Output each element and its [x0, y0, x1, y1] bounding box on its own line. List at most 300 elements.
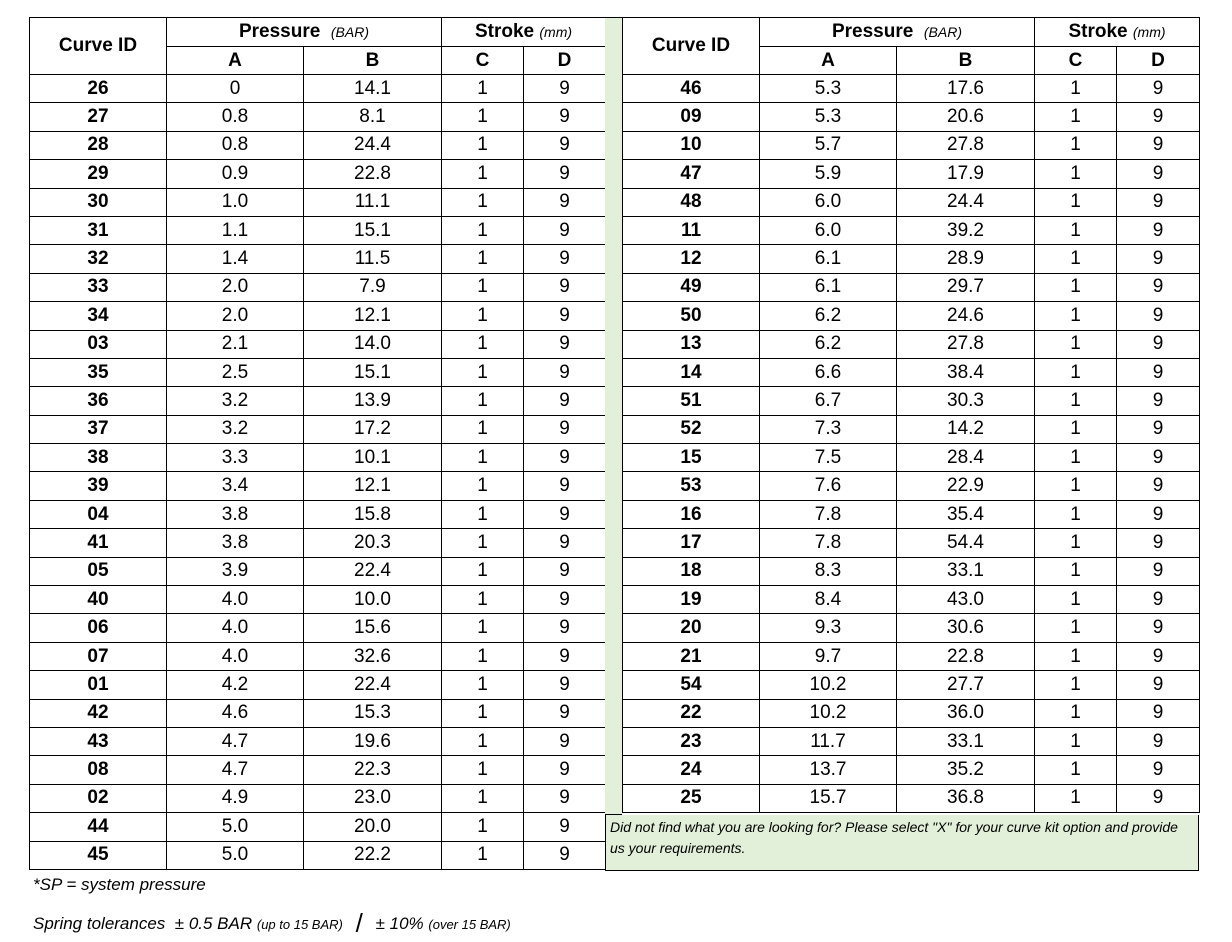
stroke-c-cell: 1 — [442, 103, 524, 131]
pressure-a-cell: 6.7 — [760, 387, 897, 415]
stroke-c-cell: 1 — [442, 302, 524, 330]
pressure-a-cell: 3.2 — [167, 415, 304, 443]
stroke-header: Stroke (mm) — [442, 18, 606, 47]
curve-id-cell: 08 — [30, 756, 167, 784]
table-row — [623, 642, 1200, 670]
pressure-header: Pressure (BAR) — [167, 18, 442, 47]
pressure-a-cell: 10.2 — [760, 699, 897, 727]
stroke-d-cell: 9 — [1117, 75, 1200, 103]
pressure-b-cell: 7.9 — [304, 273, 442, 301]
table-row — [623, 784, 1200, 812]
custom-request-note: Did not find what you are looking for? Please select "X" for your curve kit option and provide us your requirements. — [605, 815, 1199, 871]
curve-id-cell: 42 — [30, 699, 167, 727]
pressure-b-cell: 27.7 — [897, 671, 1035, 699]
col-d-header: D — [524, 47, 606, 75]
pressure-b-cell: 35.2 — [897, 756, 1035, 784]
stroke-d-cell: 9 — [1117, 699, 1200, 727]
stroke-d-cell: 9 — [1117, 727, 1200, 755]
pressure-b-cell: 10.1 — [304, 444, 442, 472]
table-row — [30, 103, 606, 131]
stroke-c-cell: 1 — [442, 75, 524, 103]
pressure-b-cell: 15.1 — [304, 216, 442, 244]
table-row — [623, 273, 1200, 301]
curve-id-cell: 18 — [623, 557, 760, 585]
table-row — [623, 529, 1200, 557]
stroke-c-cell: 1 — [1035, 586, 1117, 614]
pressure-b-cell: 17.2 — [304, 415, 442, 443]
stroke-c-cell: 1 — [1035, 216, 1117, 244]
pressure-b-cell: 54.4 — [897, 529, 1035, 557]
tolerance-label: Spring tolerances — [33, 914, 166, 933]
pressure-a-cell: 0 — [167, 75, 304, 103]
stroke-d-cell: 9 — [524, 415, 606, 443]
pressure-b-cell: 36.8 — [897, 784, 1035, 812]
pressure-b-cell: 15.6 — [304, 614, 442, 642]
stroke-d-cell: 9 — [524, 841, 606, 869]
pressure-a-cell: 2.0 — [167, 273, 304, 301]
curve-id-cell: 45 — [30, 841, 167, 869]
pressure-a-cell: 5.3 — [760, 75, 897, 103]
table-row — [30, 472, 606, 500]
pressure-a-cell: 6.1 — [760, 245, 897, 273]
table-row — [30, 671, 606, 699]
curve-id-header: Curve ID — [30, 18, 167, 75]
col-b-header: B — [897, 47, 1035, 75]
pressure-a-cell: 9.7 — [760, 642, 897, 670]
table-row — [30, 727, 606, 755]
pressure-b-cell: 20.6 — [897, 103, 1035, 131]
pressure-b-cell: 24.6 — [897, 302, 1035, 330]
table-row — [30, 188, 606, 216]
col-c-header: C — [1035, 47, 1117, 75]
pressure-a-cell: 5.9 — [760, 160, 897, 188]
table-row — [623, 727, 1200, 755]
curve-id-cell: 54 — [623, 671, 760, 699]
stroke-d-cell: 9 — [524, 614, 606, 642]
stroke-c-cell: 1 — [442, 642, 524, 670]
stroke-d-cell: 9 — [524, 75, 606, 103]
stroke-d-cell: 9 — [1117, 500, 1200, 528]
curve-id-cell: 35 — [30, 358, 167, 386]
table-row — [30, 387, 606, 415]
curve-id-cell: 02 — [30, 784, 167, 812]
curve-id-cell: 29 — [30, 160, 167, 188]
curve-id-cell: 37 — [30, 415, 167, 443]
curve-id-cell: 23 — [623, 727, 760, 755]
pressure-b-cell: 24.4 — [897, 188, 1035, 216]
curve-id-cell: 32 — [30, 245, 167, 273]
table-row — [30, 160, 606, 188]
table-row — [623, 614, 1200, 642]
table-row — [623, 160, 1200, 188]
stroke-d-cell: 9 — [1117, 529, 1200, 557]
stroke-c-cell: 1 — [1035, 273, 1117, 301]
pressure-a-cell: 4.7 — [167, 727, 304, 755]
col-a-header: A — [760, 47, 897, 75]
stroke-c-cell: 1 — [442, 273, 524, 301]
curve-id-cell: 20 — [623, 614, 760, 642]
pressure-a-cell: 10.2 — [760, 671, 897, 699]
stroke-d-cell: 9 — [1117, 614, 1200, 642]
pressure-b-cell: 15.3 — [304, 699, 442, 727]
table-row — [623, 756, 1200, 784]
table-row — [623, 330, 1200, 358]
pressure-b-cell: 33.1 — [897, 557, 1035, 585]
table-row — [623, 472, 1200, 500]
pressure-b-cell: 24.4 — [304, 131, 442, 159]
pressure-a-cell: 9.3 — [760, 614, 897, 642]
table-row — [30, 131, 606, 159]
col-c-header: C — [442, 47, 524, 75]
stroke-c-cell: 1 — [1035, 188, 1117, 216]
pressure-a-cell: 6.2 — [760, 330, 897, 358]
pressure-a-cell: 6.0 — [760, 216, 897, 244]
pressure-b-cell: 30.3 — [897, 387, 1035, 415]
stroke-d-cell: 9 — [1117, 444, 1200, 472]
table-row — [623, 387, 1200, 415]
curve-id-cell: 48 — [623, 188, 760, 216]
stroke-d-cell: 9 — [1117, 188, 1200, 216]
table-row — [623, 103, 1200, 131]
pressure-a-cell: 3.2 — [167, 387, 304, 415]
spring-tolerance-line — [33, 905, 511, 936]
stroke-d-cell: 9 — [1117, 387, 1200, 415]
pressure-b-cell: 28.9 — [897, 245, 1035, 273]
stroke-c-cell: 1 — [442, 671, 524, 699]
curve-id-cell: 43 — [30, 727, 167, 755]
stroke-c-cell: 1 — [442, 415, 524, 443]
stroke-c-cell: 1 — [442, 216, 524, 244]
tolerance-separator: / — [355, 908, 363, 938]
stroke-d-cell: 9 — [1117, 302, 1200, 330]
pressure-b-cell: 14.1 — [304, 75, 442, 103]
pressure-a-cell: 4.0 — [167, 614, 304, 642]
pressure-b-cell: 39.2 — [897, 216, 1035, 244]
table-row — [30, 358, 606, 386]
tolerance-high-value: ± 10% — [375, 914, 424, 933]
curve-id-cell: 44 — [30, 813, 167, 841]
curve-id-cell: 10 — [623, 131, 760, 159]
stroke-c-cell: 1 — [1035, 557, 1117, 585]
pressure-a-cell: 7.3 — [760, 415, 897, 443]
pressure-a-cell: 7.8 — [760, 500, 897, 528]
table-row — [30, 614, 606, 642]
stroke-d-cell: 9 — [1117, 671, 1200, 699]
stroke-c-cell: 1 — [1035, 160, 1117, 188]
pressure-a-cell: 0.8 — [167, 131, 304, 159]
stroke-d-cell: 9 — [524, 273, 606, 301]
pressure-a-cell: 3.9 — [167, 557, 304, 585]
stroke-d-cell: 9 — [524, 387, 606, 415]
pressure-b-cell: 13.9 — [304, 387, 442, 415]
stroke-c-cell: 1 — [442, 245, 524, 273]
stroke-d-cell: 9 — [1117, 103, 1200, 131]
curve-id-cell: 50 — [623, 302, 760, 330]
pressure-b-cell: 22.4 — [304, 557, 442, 585]
pressure-b-cell: 17.9 — [897, 160, 1035, 188]
pressure-b-cell: 38.4 — [897, 358, 1035, 386]
curve-id-cell: 47 — [623, 160, 760, 188]
stroke-d-cell: 9 — [524, 160, 606, 188]
table-row — [623, 131, 1200, 159]
pressure-a-cell: 5.7 — [760, 131, 897, 159]
stroke-c-cell: 1 — [1035, 330, 1117, 358]
table-row — [30, 642, 606, 670]
stroke-c-cell: 1 — [1035, 131, 1117, 159]
pressure-a-cell: 6.1 — [760, 273, 897, 301]
stroke-c-cell: 1 — [442, 529, 524, 557]
table-row — [623, 444, 1200, 472]
pressure-b-cell: 27.8 — [897, 131, 1035, 159]
stroke-d-cell: 9 — [524, 813, 606, 841]
stroke-c-cell: 1 — [442, 614, 524, 642]
pressure-b-cell: 36.0 — [897, 699, 1035, 727]
curve-id-cell: 24 — [623, 756, 760, 784]
curve-id-cell: 03 — [30, 330, 167, 358]
stroke-c-cell: 1 — [442, 841, 524, 869]
stroke-d-cell: 9 — [524, 444, 606, 472]
curve-id-cell: 09 — [623, 103, 760, 131]
pressure-b-cell: 14.2 — [897, 415, 1035, 443]
stroke-d-cell: 9 — [1117, 273, 1200, 301]
pressure-b-cell: 17.6 — [897, 75, 1035, 103]
curve-id-cell: 33 — [30, 273, 167, 301]
pressure-b-cell: 43.0 — [897, 586, 1035, 614]
stroke-d-cell: 9 — [524, 699, 606, 727]
pressure-a-cell: 0.9 — [167, 160, 304, 188]
pressure-a-cell: 5.0 — [167, 813, 304, 841]
curve-id-cell: 41 — [30, 529, 167, 557]
stroke-d-cell: 9 — [524, 500, 606, 528]
col-a-header: A — [167, 47, 304, 75]
pressure-a-cell: 4.6 — [167, 699, 304, 727]
curve-id-cell: 04 — [30, 500, 167, 528]
curve-id-cell: 11 — [623, 216, 760, 244]
pressure-b-cell: 20.0 — [304, 813, 442, 841]
column-divider — [605, 17, 622, 815]
col-d-header: D — [1117, 47, 1200, 75]
stroke-d-cell: 9 — [524, 216, 606, 244]
pressure-a-cell: 7.6 — [760, 472, 897, 500]
tolerance-low-range: (up to 15 BAR) — [256, 917, 343, 932]
curve-id-cell: 34 — [30, 302, 167, 330]
pressure-a-cell: 1.1 — [167, 216, 304, 244]
stroke-c-cell: 1 — [442, 699, 524, 727]
pressure-b-cell: 10.0 — [304, 586, 442, 614]
curve-id-cell: 46 — [623, 75, 760, 103]
stroke-d-cell: 9 — [1117, 586, 1200, 614]
pressure-unit: (BAR) — [330, 24, 370, 40]
table-row — [30, 216, 606, 244]
table-row — [623, 557, 1200, 585]
table-row — [30, 586, 606, 614]
curve-table-left — [29, 17, 606, 870]
stroke-c-cell: 1 — [442, 557, 524, 585]
pressure-a-cell: 8.4 — [760, 586, 897, 614]
stroke-c-cell: 1 — [1035, 727, 1117, 755]
curve-table-right — [622, 17, 1200, 813]
stroke-d-cell: 9 — [1117, 245, 1200, 273]
stroke-c-cell: 1 — [442, 160, 524, 188]
pressure-a-cell: 6.0 — [760, 188, 897, 216]
pressure-b-cell: 22.4 — [304, 671, 442, 699]
curve-id-cell: 52 — [623, 415, 760, 443]
pressure-a-cell: 2.0 — [167, 302, 304, 330]
stroke-c-cell: 1 — [442, 444, 524, 472]
pressure-a-cell: 5.0 — [167, 841, 304, 869]
curve-id-cell: 21 — [623, 642, 760, 670]
stroke-d-cell: 9 — [524, 727, 606, 755]
stroke-c-cell: 1 — [1035, 75, 1117, 103]
pressure-a-cell: 3.3 — [167, 444, 304, 472]
stroke-c-cell: 1 — [1035, 671, 1117, 699]
curve-id-cell: 22 — [623, 699, 760, 727]
curve-id-cell: 30 — [30, 188, 167, 216]
table-row — [30, 500, 606, 528]
stroke-c-cell: 1 — [1035, 642, 1117, 670]
stroke-c-cell: 1 — [1035, 529, 1117, 557]
stroke-d-cell: 9 — [524, 586, 606, 614]
pressure-b-cell: 30.6 — [897, 614, 1035, 642]
stroke-d-cell: 9 — [1117, 330, 1200, 358]
curve-id-cell: 38 — [30, 444, 167, 472]
pressure-b-cell: 15.8 — [304, 500, 442, 528]
table-row — [623, 216, 1200, 244]
stroke-c-cell: 1 — [1035, 756, 1117, 784]
pressure-a-cell: 13.7 — [760, 756, 897, 784]
pressure-a-cell: 11.7 — [760, 727, 897, 755]
pressure-a-cell: 2.1 — [167, 330, 304, 358]
pressure-b-cell: 23.0 — [304, 784, 442, 812]
stroke-c-cell: 1 — [1035, 302, 1117, 330]
curve-id-cell: 27 — [30, 103, 167, 131]
pressure-b-cell: 11.1 — [304, 188, 442, 216]
table-row — [623, 245, 1200, 273]
pressure-a-cell: 5.3 — [760, 103, 897, 131]
stroke-d-cell: 9 — [1117, 216, 1200, 244]
stroke-c-cell: 1 — [1035, 245, 1117, 273]
pressure-b-cell: 20.3 — [304, 529, 442, 557]
stroke-c-cell: 1 — [1035, 699, 1117, 727]
curve-id-cell: 14 — [623, 358, 760, 386]
pressure-a-cell: 4.2 — [167, 671, 304, 699]
stroke-d-cell: 9 — [1117, 557, 1200, 585]
stroke-d-cell: 9 — [1117, 784, 1200, 812]
tolerance-high-range: (over 15 BAR) — [428, 917, 511, 932]
pressure-b-cell: 22.2 — [304, 841, 442, 869]
pressure-b-cell: 22.9 — [897, 472, 1035, 500]
stroke-c-cell: 1 — [442, 358, 524, 386]
curve-id-cell: 36 — [30, 387, 167, 415]
stroke-unit: (mm) — [539, 24, 573, 40]
pressure-a-cell: 8.3 — [760, 557, 897, 585]
stroke-c-cell: 1 — [442, 131, 524, 159]
pressure-header: Pressure (BAR) — [760, 18, 1035, 47]
pressure-b-cell: 22.8 — [897, 642, 1035, 670]
stroke-c-cell: 1 — [1035, 500, 1117, 528]
pressure-b-cell: 8.1 — [304, 103, 442, 131]
stroke-c-cell: 1 — [1035, 614, 1117, 642]
curve-id-cell: 28 — [30, 131, 167, 159]
pressure-b-cell: 12.1 — [304, 302, 442, 330]
pressure-b-cell: 22.8 — [304, 160, 442, 188]
pressure-b-cell: 29.7 — [897, 273, 1035, 301]
stroke-c-cell: 1 — [1035, 472, 1117, 500]
stroke-d-cell: 9 — [1117, 131, 1200, 159]
curve-id-cell: 17 — [623, 529, 760, 557]
pressure-a-cell: 2.5 — [167, 358, 304, 386]
curve-id-cell: 49 — [623, 273, 760, 301]
stroke-d-cell: 9 — [1117, 358, 1200, 386]
stroke-d-cell: 9 — [1117, 472, 1200, 500]
table-row — [30, 841, 606, 869]
table-row — [623, 500, 1200, 528]
stroke-c-cell: 1 — [1035, 784, 1117, 812]
pressure-a-cell: 4.0 — [167, 586, 304, 614]
table-row — [30, 245, 606, 273]
pressure-unit: (BAR) — [923, 24, 963, 40]
pressure-a-cell: 3.4 — [167, 472, 304, 500]
table-row — [30, 330, 606, 358]
table-row — [623, 415, 1200, 443]
pressure-a-cell: 6.2 — [760, 302, 897, 330]
stroke-c-cell: 1 — [1035, 387, 1117, 415]
pressure-a-cell: 4.0 — [167, 642, 304, 670]
pressure-b-cell: 33.1 — [897, 727, 1035, 755]
pressure-a-cell: 15.7 — [760, 784, 897, 812]
table-row — [623, 75, 1200, 103]
curve-id-cell: 06 — [30, 614, 167, 642]
stroke-c-cell: 1 — [442, 756, 524, 784]
curve-id-cell: 26 — [30, 75, 167, 103]
table-row — [30, 784, 606, 812]
pressure-b-cell: 11.5 — [304, 245, 442, 273]
stroke-d-cell: 9 — [524, 358, 606, 386]
stroke-unit: (mm) — [1132, 24, 1166, 40]
table-row — [30, 75, 606, 103]
stroke-d-cell: 9 — [524, 756, 606, 784]
stroke-c-cell: 1 — [442, 727, 524, 755]
stroke-c-cell: 1 — [442, 586, 524, 614]
curve-id-cell: 53 — [623, 472, 760, 500]
pressure-b-cell: 35.4 — [897, 500, 1035, 528]
table-row — [30, 813, 606, 841]
pressure-b-cell: 12.1 — [304, 472, 442, 500]
curve-id-cell: 25 — [623, 784, 760, 812]
stroke-c-cell: 1 — [1035, 358, 1117, 386]
table-row — [30, 557, 606, 585]
pressure-a-cell: 3.8 — [167, 529, 304, 557]
stroke-d-cell: 9 — [524, 472, 606, 500]
pressure-a-cell: 7.8 — [760, 529, 897, 557]
pressure-a-cell: 3.8 — [167, 500, 304, 528]
table-row — [30, 415, 606, 443]
stroke-d-cell: 9 — [1117, 642, 1200, 670]
stroke-d-cell: 9 — [524, 529, 606, 557]
stroke-d-cell: 9 — [524, 557, 606, 585]
stroke-c-cell: 1 — [1035, 415, 1117, 443]
col-b-header: B — [304, 47, 442, 75]
table-row — [623, 188, 1200, 216]
pressure-a-cell: 4.9 — [167, 784, 304, 812]
stroke-d-cell: 9 — [524, 302, 606, 330]
pressure-b-cell: 19.6 — [304, 727, 442, 755]
stroke-d-cell: 9 — [1117, 415, 1200, 443]
pressure-a-cell: 7.5 — [760, 444, 897, 472]
stroke-d-cell: 9 — [1117, 160, 1200, 188]
curve-id-cell: 39 — [30, 472, 167, 500]
pressure-b-cell: 28.4 — [897, 444, 1035, 472]
